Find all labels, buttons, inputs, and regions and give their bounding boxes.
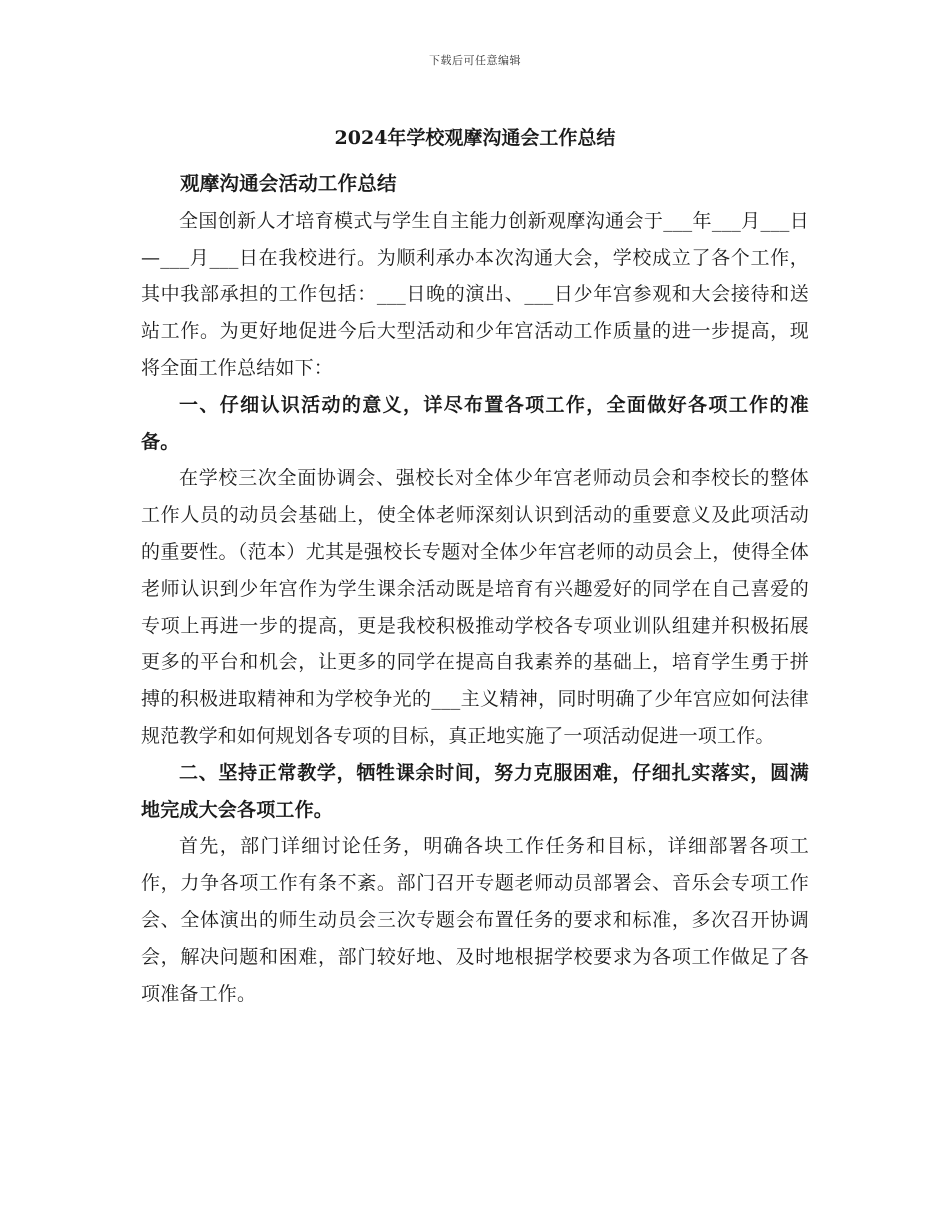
section-subtitle: 观摩沟通会活动工作总结 bbox=[180, 172, 397, 195]
section-heading-one: 一、仔细认识活动的意义，详尽布置各项工作，全面做好各项工作的准备。 bbox=[141, 393, 809, 453]
section-two-paragraph: 首先，部门详细讨论任务，明确各块工作任务和目标，详细部署各项工作，力争各项工作有条不紊。部门召开专题老师动员部署会、音乐会专项工作会、全体演出的师生动员会三次专题会布置任务的要求和标准，多次召开协调会，解决问题和困难，部门较好地、及时地根据学校要求为各项工作做足了各项准备工作。 bbox=[141, 835, 809, 1005]
section-heading-two: 二、坚持正常教学，牺牲课余时间，努力克服困难，仔细扎实落实，圆满地完成大会各项工作。 bbox=[141, 761, 809, 821]
section-one-paragraph: 在学校三次全面协调会、强校长对全体少年宫老师动员会和李校长的整体工作人员的动员会基础上，使全体老师深刻认识到活动的重要意义及此项活动的重要性。（范本）尤其是强校长专题对全体少年宫老师的动员会上，使得全体老师认识到少年宫作为学生课余活动既是培育有兴趣爱好的同学在自己喜爱的专项上再进一步的提高，更是我校积极推动学校各专项业训队组建并积极拓展更多的平台和机会，让更多的同学在提高自我素养的基础上，培育学生勇于拼搏的积极进取精神和为学校争光的___主义精神，同时明确了少年宫应如何法律规范教学和如何规划各专项的目标，真正地实施了一项活动促进一项工作。 bbox=[141, 467, 809, 747]
page-header-note: 下载后可任意编辑 bbox=[429, 54, 521, 67]
document-title: 2024年学校观摩沟通会工作总结 bbox=[334, 127, 616, 149]
intro-paragraph: 全国创新人才培育模式与学生自主能力创新观摩沟通会于___年___月___日—___月___日在我校进行。为顺利承办本次沟通大会，学校成立了各个工作，其中我部承担的工作包括：___日晚的演出、___日少年宫参观和大会接待和送站工作。为更好地促进今后大型活动和少年宫活动工作质量的进一步提高，现将全面工作总结如下： bbox=[141, 209, 809, 379]
document-body bbox=[141, 118, 809, 1012]
